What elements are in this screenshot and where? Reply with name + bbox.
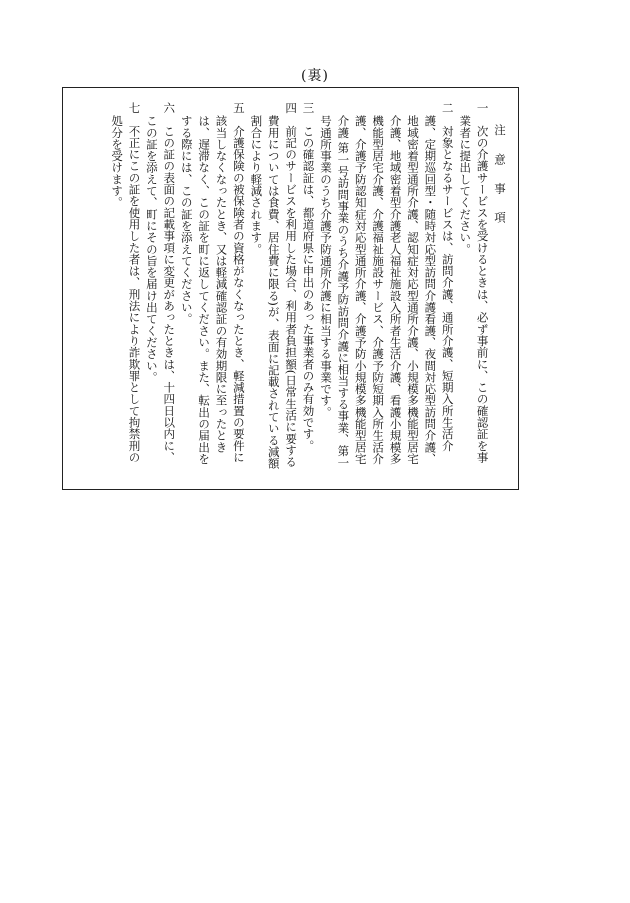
notice-item-3 bbox=[299, 102, 316, 474]
notice-item-text: 前記のサービスを利用した場合、利用者負担額(日常生活に要する費用については食費、居住費に限る)が、表面に記載されている減額割合により軽減されます。 bbox=[249, 114, 299, 469]
notice-item-number: 一 bbox=[475, 102, 490, 114]
notice-heading: 注 意 事 項 bbox=[493, 124, 507, 230]
notice-item-text: 不正にこの証を使用した者は、刑法により詐欺罪として拘禁刑の処分を受けます。 bbox=[110, 114, 142, 464]
notice-item-7 bbox=[108, 102, 143, 474]
notice-item-6 bbox=[142, 102, 177, 474]
notice-item-number: 七 bbox=[127, 102, 142, 114]
notice-box bbox=[62, 87, 519, 490]
notice-item-text: この証の表面の記載事項に変更があったときは、十四日以内に、この証を添えて、町にその旨を届け出てください。 bbox=[144, 114, 177, 464]
page-side-label: (裏) bbox=[301, 68, 329, 84]
notice-item-5 bbox=[177, 102, 247, 474]
notice-item-number: 四 bbox=[284, 102, 299, 114]
notice-item-2 bbox=[317, 102, 456, 474]
notice-text-column bbox=[108, 102, 508, 474]
notice-item-number: 二 bbox=[440, 102, 455, 114]
notice-item-4 bbox=[247, 102, 299, 474]
notice-item-number: 六 bbox=[162, 102, 177, 114]
notice-item-text: 次の介護サービスを受けるときは、必ず事前に、この確認証を事業者に提出してください。 bbox=[458, 114, 490, 464]
notice-item-text: 介護保険の被保険者の資格がなくなったとき、軽減措置の要件に該当しなくなったとき、又は軽減確認証の有効期限に至ったときは、遅滞なく、この証を町に返してください。また、転出の届出をする際には、この証を添えてください。 bbox=[179, 114, 246, 465]
notice-item-number: 五 bbox=[231, 102, 246, 114]
notice-item-number: 三 bbox=[301, 102, 316, 114]
notice-item-text: 対象となるサービスは、訪問介護、通所介護、短期入所生活介護、定期巡回型・随時対応型訪問介護看護、夜間対応型訪問介護、地域密着型通所介護、認知症対応型通所介護、小規模多機能型居宅介護、地域密着型介護老人福祉施設入所者生活介護、看護小規模多機能型居宅介護、介護福祉施設サービス、介護予防短期入所生活介護、介護予防認知症対応型通所介護、介護予防小規模多機能型居宅介護 第一号訪問事業のうち介護予防訪問介護に相当する事業、第一号通所事業のうち介護予防通所介護に相当する事業です。 bbox=[318, 114, 455, 468]
notice-item-1 bbox=[456, 102, 491, 474]
notice-item-text: この確認証は、都道府県に申出のあった事業者のみ有効です。 bbox=[301, 125, 316, 452]
